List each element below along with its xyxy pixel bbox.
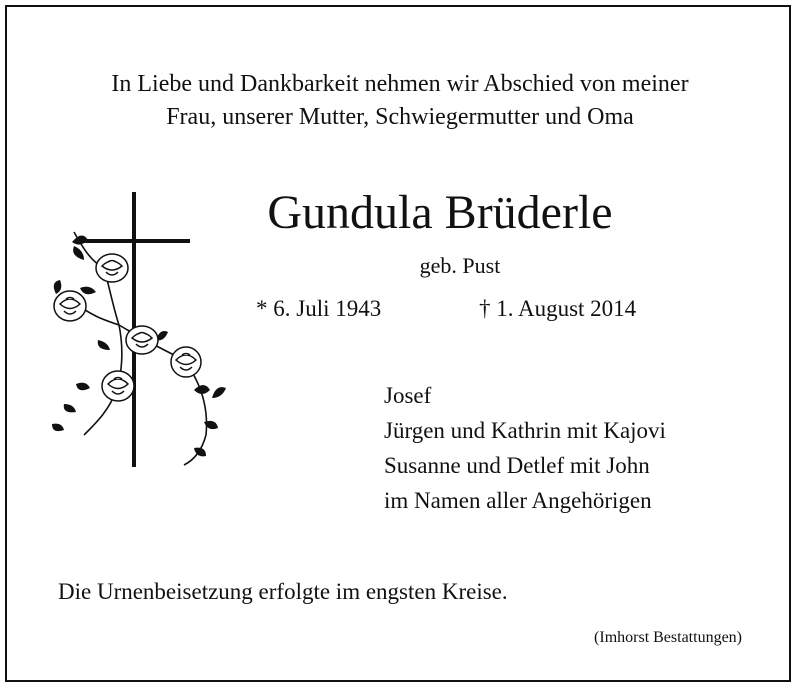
- family-line-3: Susanne und Detlef mit John: [384, 453, 650, 478]
- death-date: † 1. August 2014: [479, 296, 637, 321]
- family-line-1: Josef: [384, 383, 432, 408]
- intro-text: [0, 68, 800, 134]
- intro-line-1: In Liebe und Dankbarkeit nehmen wir Abschied von meiner: [111, 71, 689, 97]
- family-line-2: Jürgen und Kathrin mit Kajovi: [384, 418, 666, 443]
- undertaker-credit: (Imhorst Bestattungen): [594, 629, 742, 646]
- deceased-name: Gundula Brüderle: [267, 186, 613, 239]
- burial-note: Die Urnenbeisetzung erfolgte im engsten Kreise.: [58, 579, 508, 604]
- birth-date: * 6. Juli 1943: [256, 296, 382, 321]
- family-list: [384, 378, 666, 518]
- maiden-name: geb. Pust: [419, 253, 501, 278]
- intro-line-2: Frau, unserer Mutter, Schwiegermutter und Oma: [166, 104, 634, 130]
- family-line-4: im Namen aller Angehörigen: [384, 488, 652, 513]
